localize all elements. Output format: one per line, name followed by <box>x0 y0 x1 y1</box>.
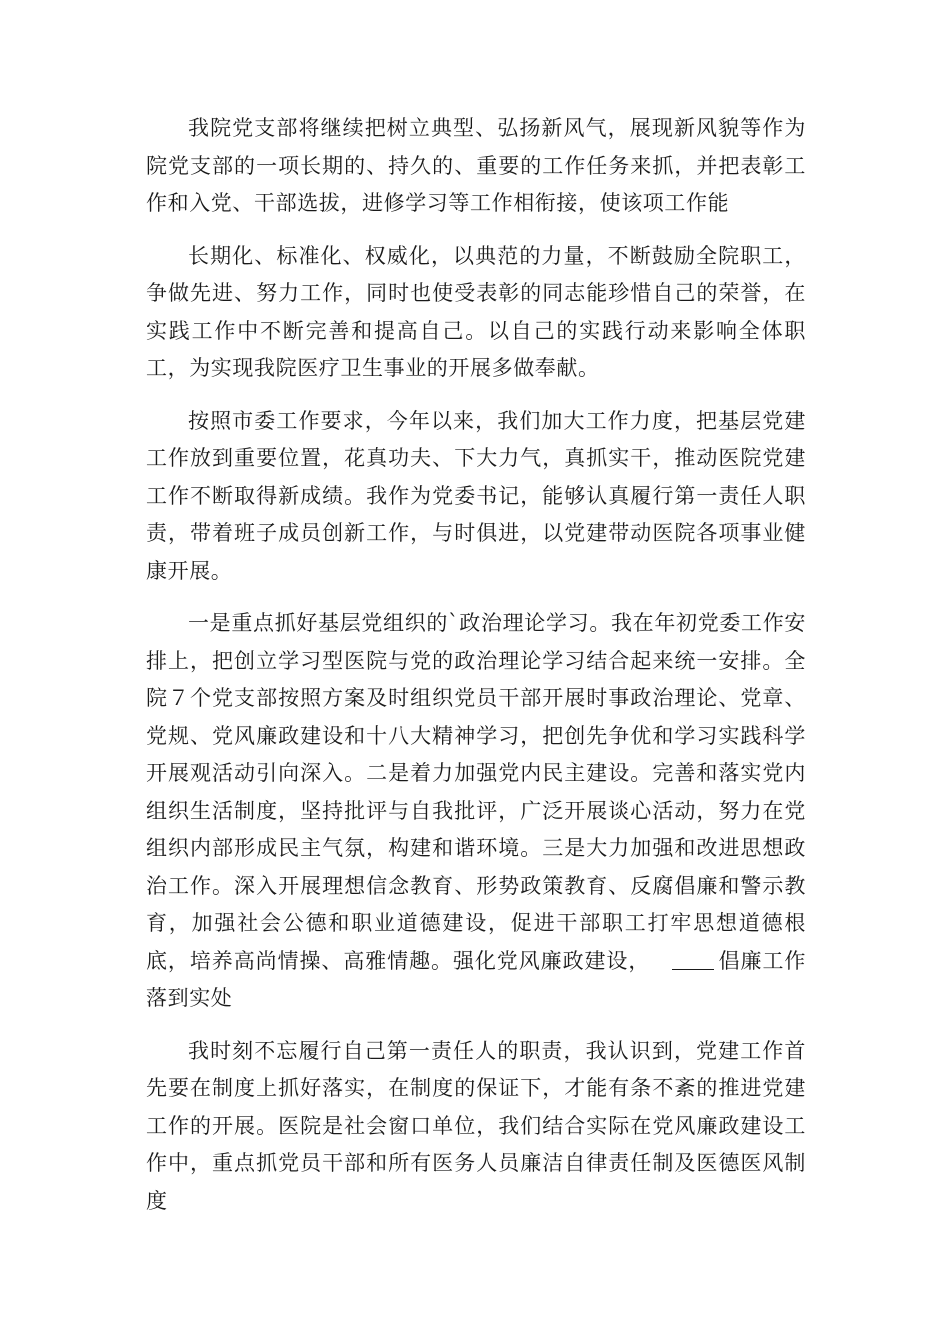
paragraph-4-text: 一是重点抓好基层党组织的`政治理论学习。我在年初党委工作安排上，把创立学习型医院与党的政治理论学习结合起来统一安排。全院７个党支部按照方案及时组织党员干部开展时事政治理论、党章、党规、党风廉政建设和十八大精神学习，把创先争优和学习实践科学开展观活动引向深入。二是着力加强党内民主建设。完善和落实党内组织生活制度，坚持批评与自我批评，广泛开展谈心活动，努力在党组织内部形成民主气氛，构建和谐环境。三是大力加强和改进思想政治工作。深入开展理想信念教育、形势政策教育、反腐倡廉和警示教育，加强社会公德和职业道德建设，促进干部职工打牢思想道德根底，培养高尚情操、高雅情趣。强化党风廉政建设， <box>146 611 806 973</box>
paragraph-4 <box>146 605 806 1018</box>
paragraph-3: 按照市委工作要求，今年以来，我们加大工作力度，把基层党建工作放到重要位置，花真功夫、下大力气，真抓实干，推动医院党建工作不断取得新成绩。我作为党委书记，能够认真履行第一责任人职责，带着班子成员创新工作，与时俱进，以党建带动医院各项事业健康开展。 <box>146 408 806 583</box>
document-body <box>146 110 806 1235</box>
blank-underline <box>672 948 714 970</box>
paragraph-2: 长期化、标准化、权威化，以典范的力量，不断鼓励全院职工，争做先进、努力工作，同时也使受表彰的同志能珍惜自己的荣誉，在实践工作中不断完善和提高自己。以自己的实践行动来影响全体职工，为实现我院医疗卫生事业的开展多做奉献。 <box>146 243 806 380</box>
paragraph-1: 我院党支部将继续把树立典型、弘扬新风气，展现新风貌等作为院党支部的一项长期的、持久的、重要的工作任务来抓，并把表彰工作和入党、干部选拔，进修学习等工作相衔接，使该项工作能 <box>146 116 806 215</box>
paragraph-5: 我时刻不忘履行自己第一责任人的职责，我认识到，党建工作首先要在制度上抓好落实，在制度的保证下，才能有条不紊的推进党建工作的开展。医院是社会窗口单位，我们结合实际在党风廉政建设工作中，重点抓党员干部和所有医务人员廉洁自律责任制及医德医风制度 <box>146 1038 806 1213</box>
paragraph-4-tail: 倡廉工作落到实处 <box>146 948 806 1010</box>
